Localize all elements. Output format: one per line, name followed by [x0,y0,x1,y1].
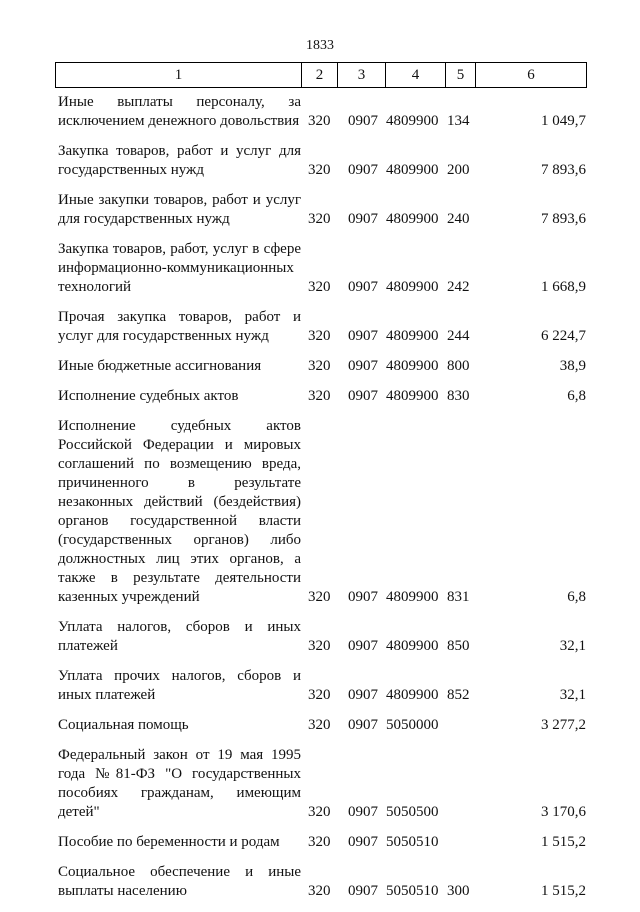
row-codes [58,161,586,180]
admin-code: 320 [308,113,331,129]
header-col-6: 6 [527,66,535,83]
target-code: 5050510 [386,834,439,850]
section-code: 0907 [348,638,378,654]
target-code: 4809900 [386,687,439,703]
expense-type-code: 200 [447,162,470,178]
row-name: Закупка товаров, работ, услуг в сфере информационно-коммуникационных технологий [58,241,301,295]
row-codes [58,357,586,376]
row-name: Уплата прочих налогов, сборов и иных платежей [58,668,301,703]
header-col-5: 5 [446,63,476,87]
table-row [58,746,586,822]
row-name: Федеральный закон от 19 мая 1995 года №81-ФЗ "О государственных пособиях гражданам, имеющим детей" [58,747,301,820]
expense-type-code: 852 [447,687,470,703]
section-code: 0907 [348,279,378,295]
amount: 6,8 [567,388,586,404]
row-codes [58,882,586,901]
admin-code: 320 [308,211,331,227]
admin-code: 320 [308,687,331,703]
amount: 7 893,6 [541,162,586,178]
expense-type-code: 240 [447,211,470,227]
header-col-3: 3 [338,63,386,87]
expense-type-code: 244 [447,328,470,344]
amount: 6,8 [567,589,586,605]
section-code: 0907 [348,717,378,733]
table-row [58,93,586,131]
section-code: 0907 [348,834,378,850]
table-header [55,62,587,88]
row-name: Иные бюджетные ассигнования [58,358,262,374]
target-code: 4809900 [386,211,439,227]
expense-type-code: 800 [447,358,470,374]
header-col-1: 1 [56,63,302,87]
amount: 1 515,2 [541,834,586,850]
amount: 3 277,2 [541,717,586,733]
row-codes [58,278,586,297]
amount: 32,1 [559,687,586,703]
target-code: 4809900 [386,388,439,404]
row-codes [58,686,586,705]
row-name: Прочая закупка товаров, работ и услуг для государственных нужд [58,309,301,344]
row-codes [58,112,586,131]
row-codes [58,327,586,346]
amount: 7 893,6 [541,211,586,227]
row-name: Иные закупки товаров, работ и услуг для государственных нужд [58,192,301,227]
target-code: 4809900 [386,162,439,178]
amount: 6 224,7 [541,328,586,344]
expense-type-code: 134 [447,113,470,129]
admin-code: 320 [308,328,331,344]
table-row [58,240,586,297]
admin-code: 320 [308,804,331,820]
expense-type-code: 850 [447,638,470,654]
section-code: 0907 [348,358,378,374]
row-name: Социальное обеспечение и иные выплаты населению [58,864,301,899]
target-code: 5050000 [386,717,439,733]
amount: 38,9 [559,358,586,374]
row-codes [58,387,586,406]
table-row [58,142,586,180]
section-code: 0907 [348,328,378,344]
target-code: 4809900 [386,638,439,654]
table-row [58,667,586,705]
row-name: Исполнение судебных актов [58,388,239,404]
section-code: 0907 [348,113,378,129]
section-code: 0907 [348,687,378,703]
table-row [58,357,586,376]
row-codes [58,803,586,822]
row-name: Уплата налогов, сборов и иных платежей [58,619,301,654]
admin-code: 320 [308,638,331,654]
table-row [58,417,586,607]
target-code: 4809900 [386,358,439,374]
target-code: 4809900 [386,113,439,129]
expense-type-code: 831 [447,589,470,605]
amount: 32,1 [559,638,586,654]
admin-code: 320 [308,279,331,295]
admin-code: 320 [308,358,331,374]
row-name: Закупка товаров, работ и услуг для государственных нужд [58,143,301,178]
section-code: 0907 [348,589,378,605]
admin-code: 320 [308,162,331,178]
row-name: Иные выплаты персоналу, за исключением денежного довольствия [58,94,301,129]
amount: 1 049,7 [541,113,586,129]
page-number: 1833 [306,38,334,53]
table-row [58,387,586,406]
section-code: 0907 [348,388,378,404]
admin-code: 320 [308,834,331,850]
amount: 3 170,6 [541,804,586,820]
target-code: 4809900 [386,328,439,344]
table-row [58,833,586,852]
row-name: Социальная помощь [58,717,189,733]
admin-code: 320 [308,589,331,605]
row-name: Исполнение судебных актов Российской Федерации и мировых соглашений по возмещению вреда, причиненного в результате незаконных действий (бездействия) органов государственной власти (государственных органов) либо должностных лиц этих органов, а также в результате деятельности казенных учреждений [58,418,301,605]
header-col-2: 2 [302,63,338,87]
row-codes [58,833,586,852]
section-code: 0907 [348,211,378,227]
section-code: 0907 [348,883,378,899]
section-code: 0907 [348,804,378,820]
row-codes [58,588,586,607]
target-code: 5050510 [386,883,439,899]
admin-code: 320 [308,883,331,899]
expense-type-code: 830 [447,388,470,404]
table-row [58,618,586,656]
budget-table-body [58,93,586,912]
admin-code: 320 [308,717,331,733]
table-row [58,716,586,735]
amount: 1 515,2 [541,883,586,899]
section-code: 0907 [348,162,378,178]
table-row [58,308,586,346]
table-row [58,191,586,229]
expense-type-code: 300 [447,883,470,899]
row-codes [58,210,586,229]
header-col-4: 4 [386,63,446,87]
row-codes [58,637,586,656]
amount: 1 668,9 [541,279,586,295]
row-name: Пособие по беременности и родам [58,834,280,850]
admin-code: 320 [308,388,331,404]
target-code: 4809900 [386,279,439,295]
table-row [58,863,586,901]
target-code: 4809900 [386,589,439,605]
target-code: 5050500 [386,804,439,820]
expense-type-code: 242 [447,279,470,295]
row-codes [58,716,586,735]
